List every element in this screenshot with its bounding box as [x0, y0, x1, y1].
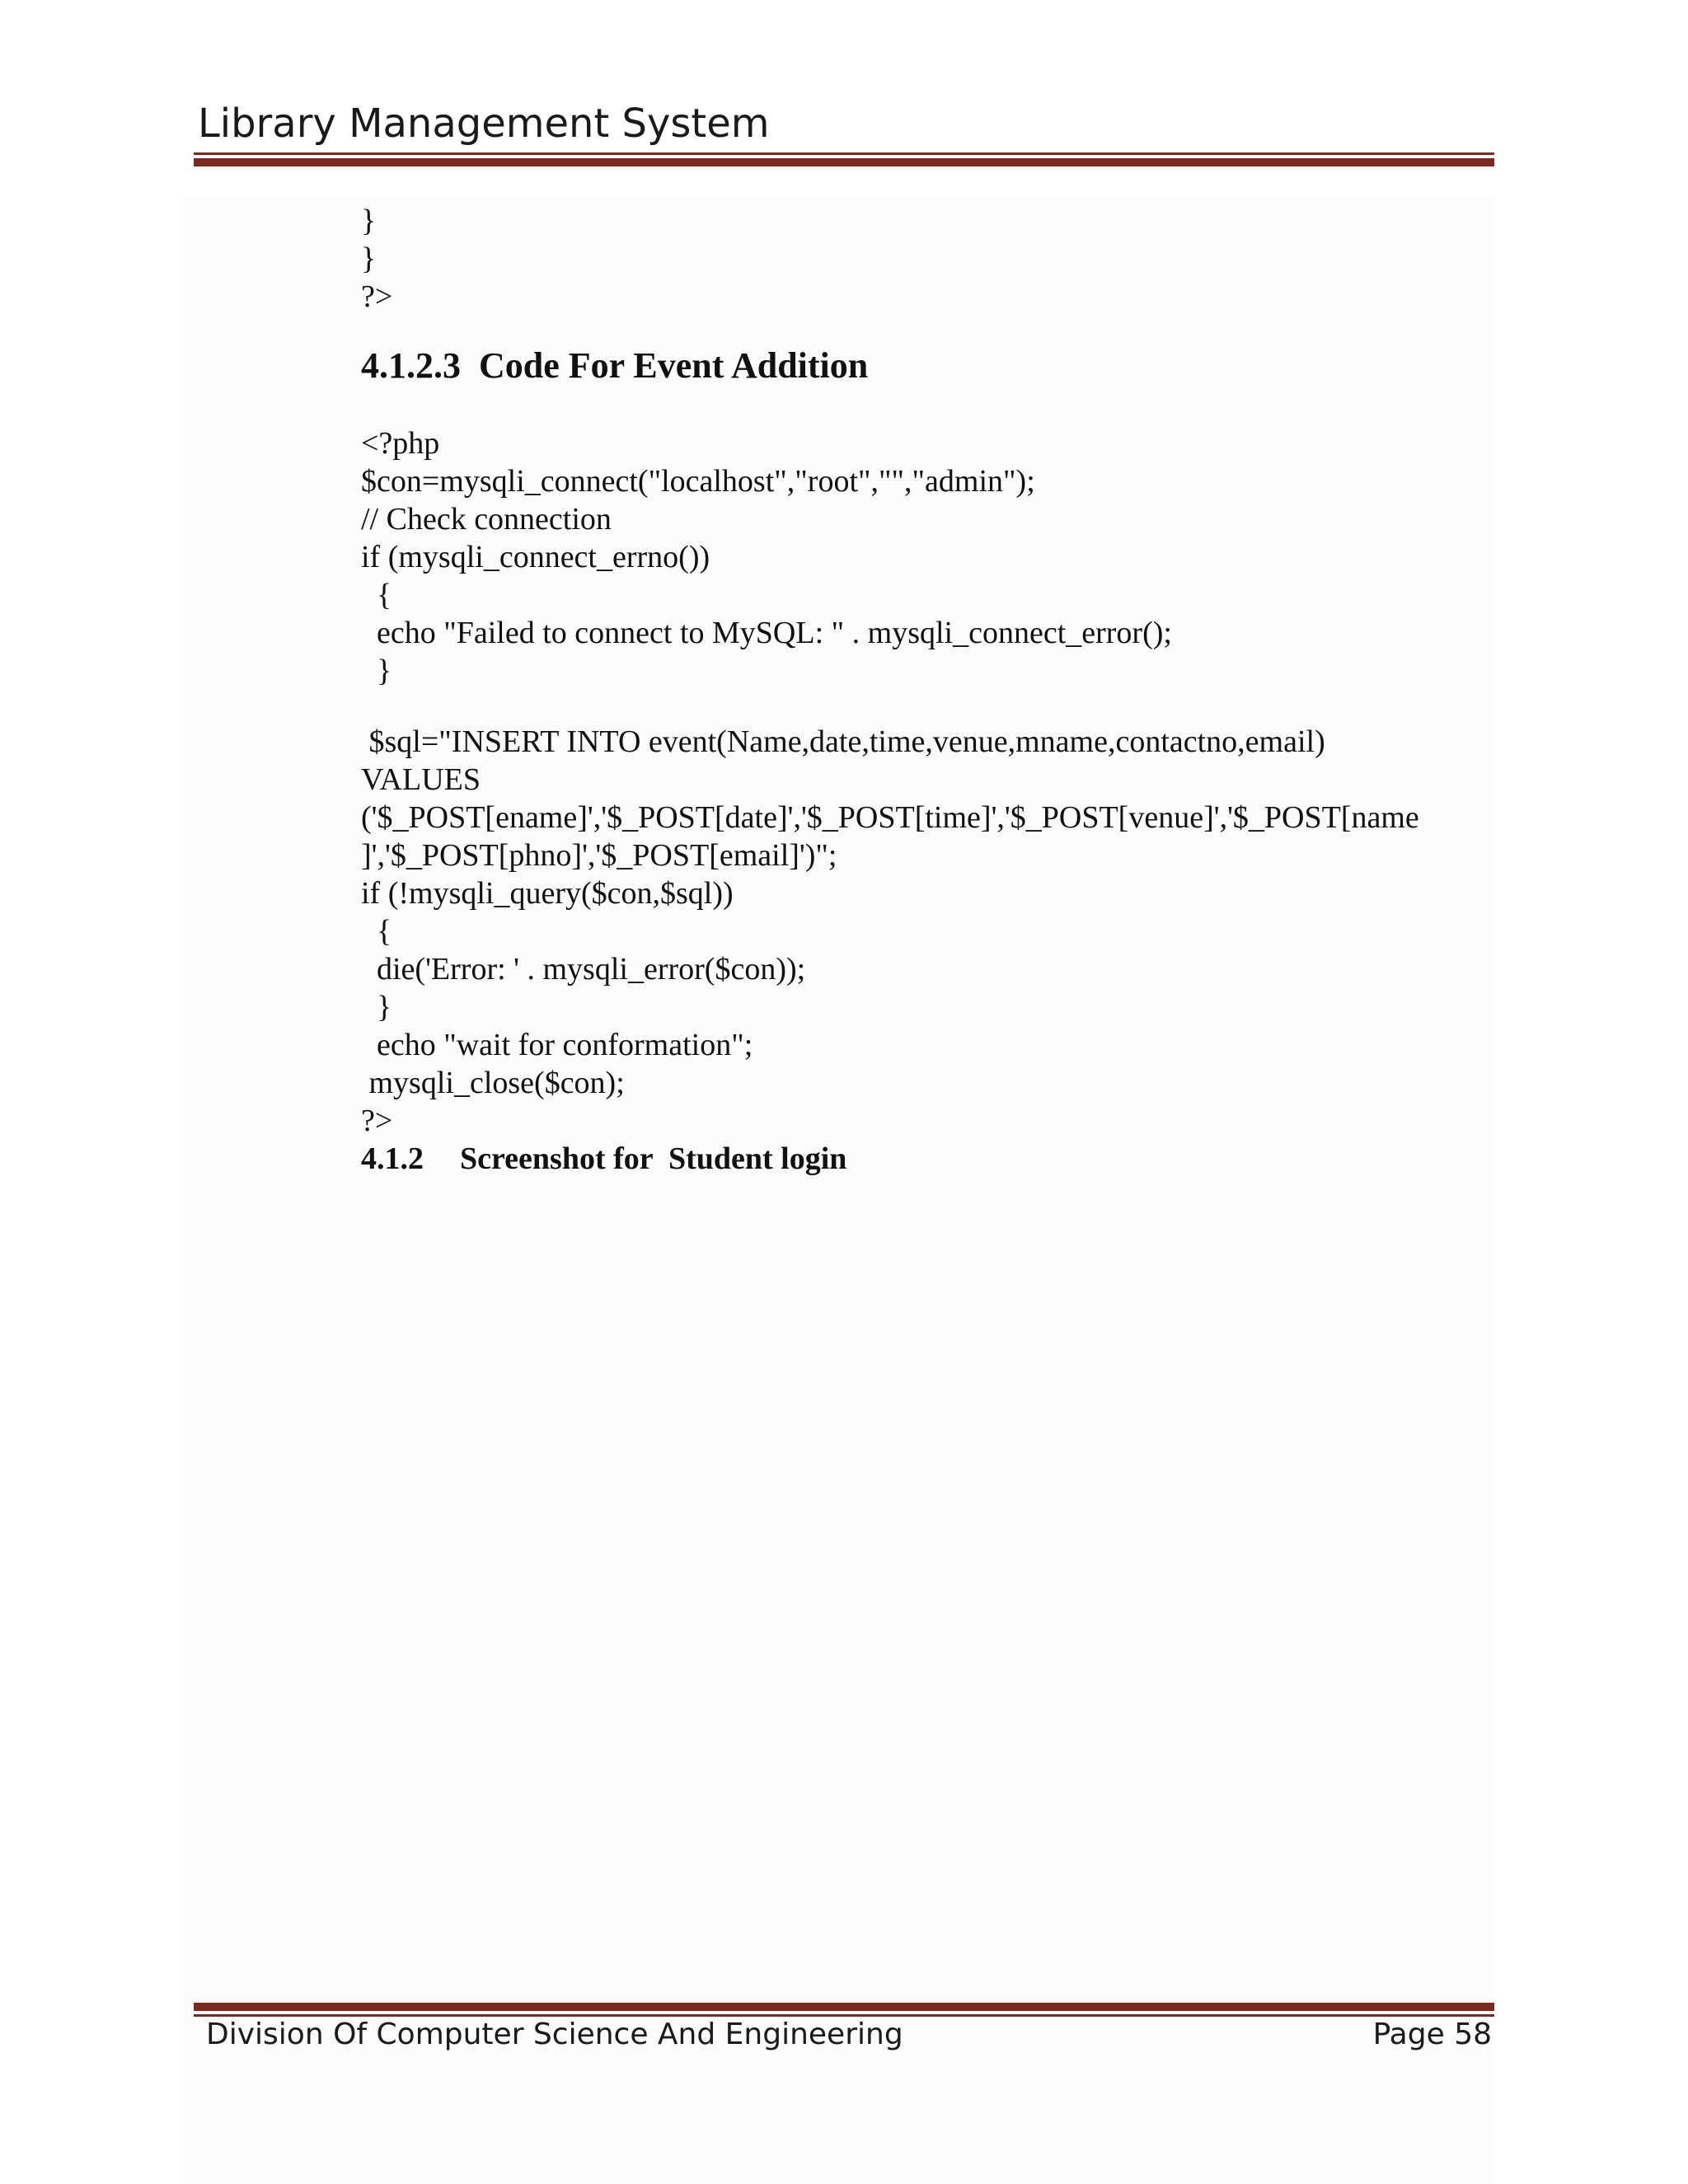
code-line: {: [361, 914, 392, 949]
code-line: $con=mysqli_connect("localhost","root","","admin");: [361, 464, 1035, 499]
footer-rule-thin: [194, 2014, 1494, 2017]
code-line: }: [361, 204, 377, 238]
footer-rule-thick: [194, 2003, 1494, 2011]
top-code-fragment: [361, 202, 1498, 316]
code-line: $sql="INSERT INTO event(Name,date,time,venue,mname,contactno,email): [361, 724, 1325, 759]
code-line: if (mysqli_connect_errno()): [361, 540, 710, 574]
subsection-number: 4.1.2: [361, 1141, 424, 1176]
code-line: }: [361, 241, 377, 276]
code-line: }: [361, 654, 392, 688]
code-line: <?php: [361, 426, 440, 461]
code-line: ?>: [361, 1104, 393, 1138]
code-line: ]','$_POST[phno]','$_POST[email]')";: [361, 838, 837, 873]
code-line: die('Error: ' . mysqli_error($con));: [361, 952, 806, 987]
header-rule-thin: [194, 152, 1494, 155]
header-rule-thick: [194, 158, 1494, 166]
code-line: {: [361, 578, 392, 612]
document-header-title: Library Management System: [198, 101, 770, 147]
footer-division-text: Division Of Computer Science And Engineering: [206, 2018, 903, 2051]
code-line: echo "Failed to connect to MySQL: " . mysqli_connect_error();: [361, 616, 1172, 650]
page-content: [361, 202, 1498, 1178]
code-line: mysqli_close($con);: [361, 1066, 625, 1100]
code-line: ?>: [361, 279, 393, 314]
code-line: if (!mysqli_query($con,$sql)): [361, 876, 734, 911]
footer-page-number: Page 58: [1372, 2018, 1492, 2051]
section-heading: 4.1.2.3 Code For Event Addition: [361, 345, 869, 386]
code-line: }: [361, 990, 392, 1024]
code-line: // Check connection: [361, 502, 612, 537]
code-line: echo "wait for conformation";: [361, 1028, 753, 1062]
code-line: VALUES: [361, 762, 481, 797]
code-line: ('$_POST[ename]','$_POST[date]','$_POST[time]','$_POST[venue]','$_POST[name: [361, 800, 1419, 835]
subsection-title: Screenshot for Student login: [460, 1141, 847, 1176]
subsection-heading: [361, 1140, 1498, 1178]
code-block-connection: [361, 424, 1498, 690]
code-block-insert: [361, 723, 1498, 1140]
